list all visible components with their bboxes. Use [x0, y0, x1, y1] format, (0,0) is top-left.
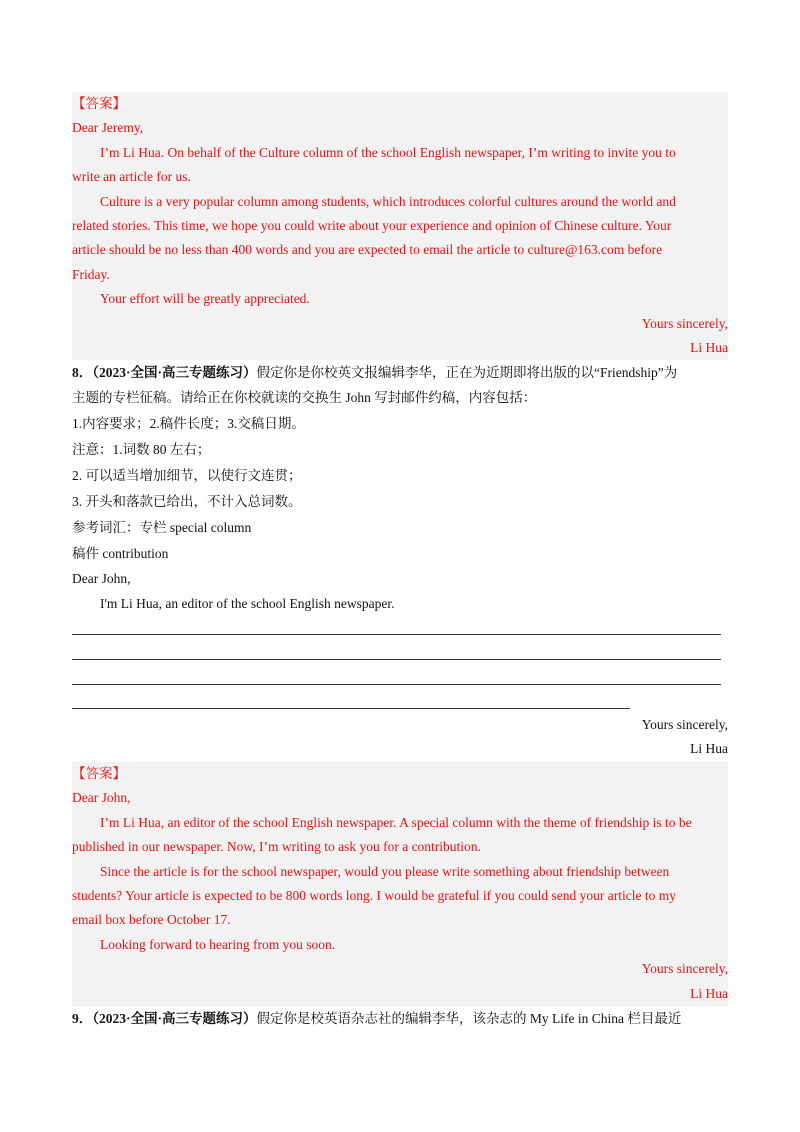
letter-paragraph-line: Friday.: [72, 266, 110, 282]
letter-closing: Yours sincerely,: [641, 961, 728, 977]
answer-block-2: [72, 762, 728, 1006]
question-line: 2. 可以适当增加细节，以使行文连贯；: [72, 468, 302, 484]
question-8-signoff: [72, 713, 728, 762]
letter-greeting: Dear Jeremy,: [72, 120, 144, 136]
answer-tag: 【答案】: [72, 766, 126, 781]
question-line: 稿件 contribution: [72, 546, 169, 562]
letter-closing: Yours sincerely,: [641, 315, 728, 331]
answer-tag: 【答案】: [72, 96, 126, 111]
question-9: [72, 1007, 728, 1031]
question-line: [72, 1007, 728, 1031]
question-line: 注意：1.词数 80 左右；: [72, 442, 211, 458]
letter-paragraph-line: students? Your article is expected to be 800 words long. I would be grateful if you could send your article to my: [72, 887, 676, 903]
letter-greeting: Dear John,: [72, 790, 131, 806]
question-line: 参考词汇：专栏 special column: [72, 520, 252, 536]
letter-signature: Li Hua: [690, 339, 728, 355]
question-number: 9．（2023·全国·高三专题练习）: [72, 1011, 257, 1026]
letter-opening: I'm Li Hua, an editor of the school English newspaper.: [100, 595, 395, 611]
writing-line[interactable]: [72, 659, 721, 660]
letter-paragraph-line: Since the article is for the school newspaper, would you please write something about friendship between: [100, 863, 670, 879]
writing-line[interactable]: [72, 708, 630, 709]
question-text: 假定你是校英语杂志社的编辑李华，该杂志的 My Life in China 栏目最近: [256, 1011, 682, 1026]
question-line: 3. 开头和落款已给出，不计入总词数。: [72, 494, 302, 510]
letter-paragraph-line: Looking forward to hearing from you soon.: [100, 936, 336, 952]
question-text: 假定你是你校英文报编辑李华，正在为近期即将出版的以“Friendship”为: [256, 365, 678, 380]
answer-block-1: [72, 92, 728, 360]
letter-paragraph-line: Culture is a very popular column among students, which introduces colorful cultures around the world and: [100, 193, 676, 209]
question-line: 1.内容要求；2.稿件长度；3.交稿日期。: [72, 416, 305, 432]
letter-closing: Yours sincerely,: [641, 717, 728, 732]
letter-paragraph-line: I’m Li Hua, an editor of the school English newspaper. A special column with the theme of friendship is to be: [100, 814, 692, 830]
letter-paragraph-line: related stories. This time, we hope you could write about your experience and opinion of Chinese culture. Your: [72, 217, 672, 233]
letter-paragraph-line: Your effort will be greatly appreciated.: [100, 291, 310, 307]
letter-paragraph-line: I’m Li Hua. On behalf of the Culture column of the school English newspaper, I’m writing to invite you to: [100, 144, 676, 160]
letter-greeting: Dear John,: [72, 571, 131, 587]
letter-signature: Li Hua: [690, 985, 728, 1001]
question-line: [72, 361, 728, 385]
question-line: 主题的专栏征稿。请给正在你校就读的交换生 John 写封邮件约稿，内容包括：: [72, 390, 537, 406]
letter-paragraph-line: published in our newspaper. Now, I’m writing to ask you for a contribution.: [72, 839, 481, 855]
question-number: 8．（2023·全国·高三专题练习）: [72, 365, 257, 380]
writing-line[interactable]: [72, 634, 721, 635]
writing-line[interactable]: [72, 684, 721, 685]
letter-paragraph-line: article should be no less than 400 words and you are expected to email the article to culture@163.com before: [72, 242, 663, 258]
question-8: [72, 361, 728, 616]
letter-signature: Li Hua: [690, 741, 728, 757]
letter-paragraph-line: write an article for us.: [72, 169, 191, 185]
letter-paragraph-line: email box before October 17.: [72, 912, 231, 928]
